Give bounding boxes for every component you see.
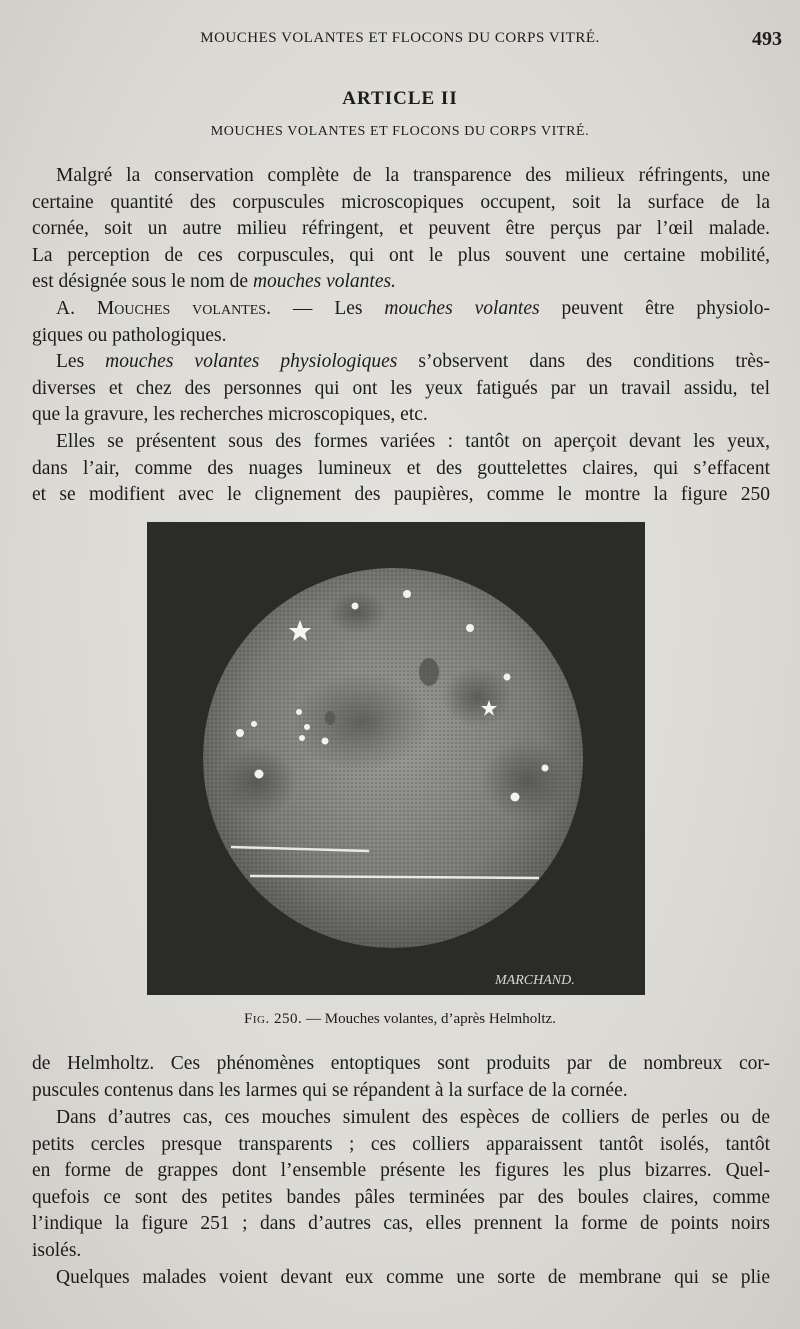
running-head bbox=[0, 30, 800, 54]
article-heading: ARTICLE II bbox=[342, 88, 458, 109]
italic-term: mouches volantes. bbox=[252, 271, 396, 292]
paragraph-section-a bbox=[32, 296, 770, 349]
text-line: certaine quantité des corpuscules microscopiques occupent, soit la surface de la bbox=[32, 191, 770, 213]
figure-caption bbox=[0, 1011, 800, 1028]
text-line: quefois ce sont des petites bandes pâles terminées par des boules claires, comme bbox=[32, 1186, 770, 1208]
floater-cloud bbox=[482, 740, 572, 820]
text-line: isolés. bbox=[32, 1239, 82, 1261]
paragraph-helmholtz bbox=[32, 1051, 770, 1104]
text-span: Les bbox=[56, 351, 106, 372]
text-line: Malgré la conservation complète de la transparence des milieux réfringents, une bbox=[56, 165, 770, 186]
paragraph-pearls bbox=[32, 1105, 770, 1264]
figure-250-engraving bbox=[147, 522, 645, 995]
text-line: Dans d’autres cas, ces mouches simulent des espèces de colliers de perles ou de bbox=[56, 1107, 770, 1128]
text-line: que la gravure, les recherches microscopiques, etc. bbox=[32, 404, 428, 425]
text-span: est désignée sous le nom de bbox=[32, 271, 253, 292]
text-line bbox=[32, 349, 770, 376]
text-line: de Helmholtz. Ces phénomènes entoptiques sont produits par de nombreux cor- bbox=[32, 1053, 770, 1074]
paragraph-physiological bbox=[32, 349, 770, 429]
engraver-signature: MARCHAND. bbox=[495, 973, 575, 988]
text-line bbox=[32, 296, 770, 323]
text-line: dans l’air, comme des nuages lumineux et des gouttelettes claires, qui s’effacent bbox=[32, 457, 770, 479]
paragraph-membrane bbox=[32, 1265, 770, 1292]
paragraph-intro bbox=[32, 163, 770, 296]
text-line: giques ou pathologiques. bbox=[32, 324, 227, 346]
text-line: puscules contenus dans les larmes qui se répandent à la surface de la cornée. bbox=[32, 1079, 628, 1101]
caption-text: — Mouches volantes, d’après Helmholtz. bbox=[302, 1011, 556, 1027]
floater-cloud bbox=[292, 672, 432, 772]
italic-term: mouches volantes bbox=[384, 298, 540, 319]
text-line: Elles se présentent sous des formes variées : tantôt on aperçoit devant les yeux, bbox=[56, 431, 770, 452]
visual-field-disc bbox=[203, 568, 583, 948]
figure-label: Fig. 250. bbox=[244, 1011, 303, 1027]
italic-term: mouches volantes physiologiques bbox=[105, 351, 398, 372]
text-line: diverses et chez des personnes qui ont les yeux fatigués par un travail assidu, tel bbox=[32, 377, 770, 399]
article-subheading: MOUCHES VOLANTES ET FLOCONS DU CORPS VITRÉ. bbox=[210, 124, 590, 139]
engraving-illustration bbox=[147, 522, 645, 995]
text-line: La perception de ces corpuscules, qui ont le plus souvent une certaine mobilité, bbox=[32, 244, 770, 266]
text-line: petits cercles presque transparents ; ces colliers apparaissent tantôt isolés, tantôt bbox=[32, 1133, 770, 1155]
text-line: l’indique la figure 251 ; dans d’autres cas, elles prennent la forme de points noirs bbox=[32, 1213, 770, 1234]
text-span: peuvent être physiolo- bbox=[539, 298, 771, 319]
text-span: — Les bbox=[270, 298, 385, 319]
text-line: cornée, soit un autre milieu réfringent, et peuvent être perçus par l’œil malade. bbox=[32, 218, 770, 239]
floater-cloud bbox=[442, 667, 512, 727]
page-number: 493 bbox=[752, 28, 782, 50]
section-title: Mouches volantes. bbox=[96, 298, 271, 319]
text-line: Quelques malades voient devant eux comme une sorte de membrane qui se plie bbox=[56, 1267, 770, 1288]
floater-cloud bbox=[327, 590, 387, 634]
running-head-title: MOUCHES VOLANTES ET FLOCONS DU CORPS VITRÉ. bbox=[200, 30, 600, 46]
text-line: en forme de grappes dont l’ensemble présente les figures les plus bizarres. Quel- bbox=[32, 1160, 770, 1181]
floater-cloud bbox=[217, 747, 297, 817]
section-label: A. bbox=[56, 298, 97, 319]
paragraph-forms bbox=[32, 429, 770, 509]
text-line bbox=[32, 269, 770, 296]
text-line: et se modifient avec le clignement des paupières, comme le montre la figure 250 bbox=[32, 484, 770, 505]
text-span: s’observent dans des conditions très- bbox=[397, 351, 770, 372]
